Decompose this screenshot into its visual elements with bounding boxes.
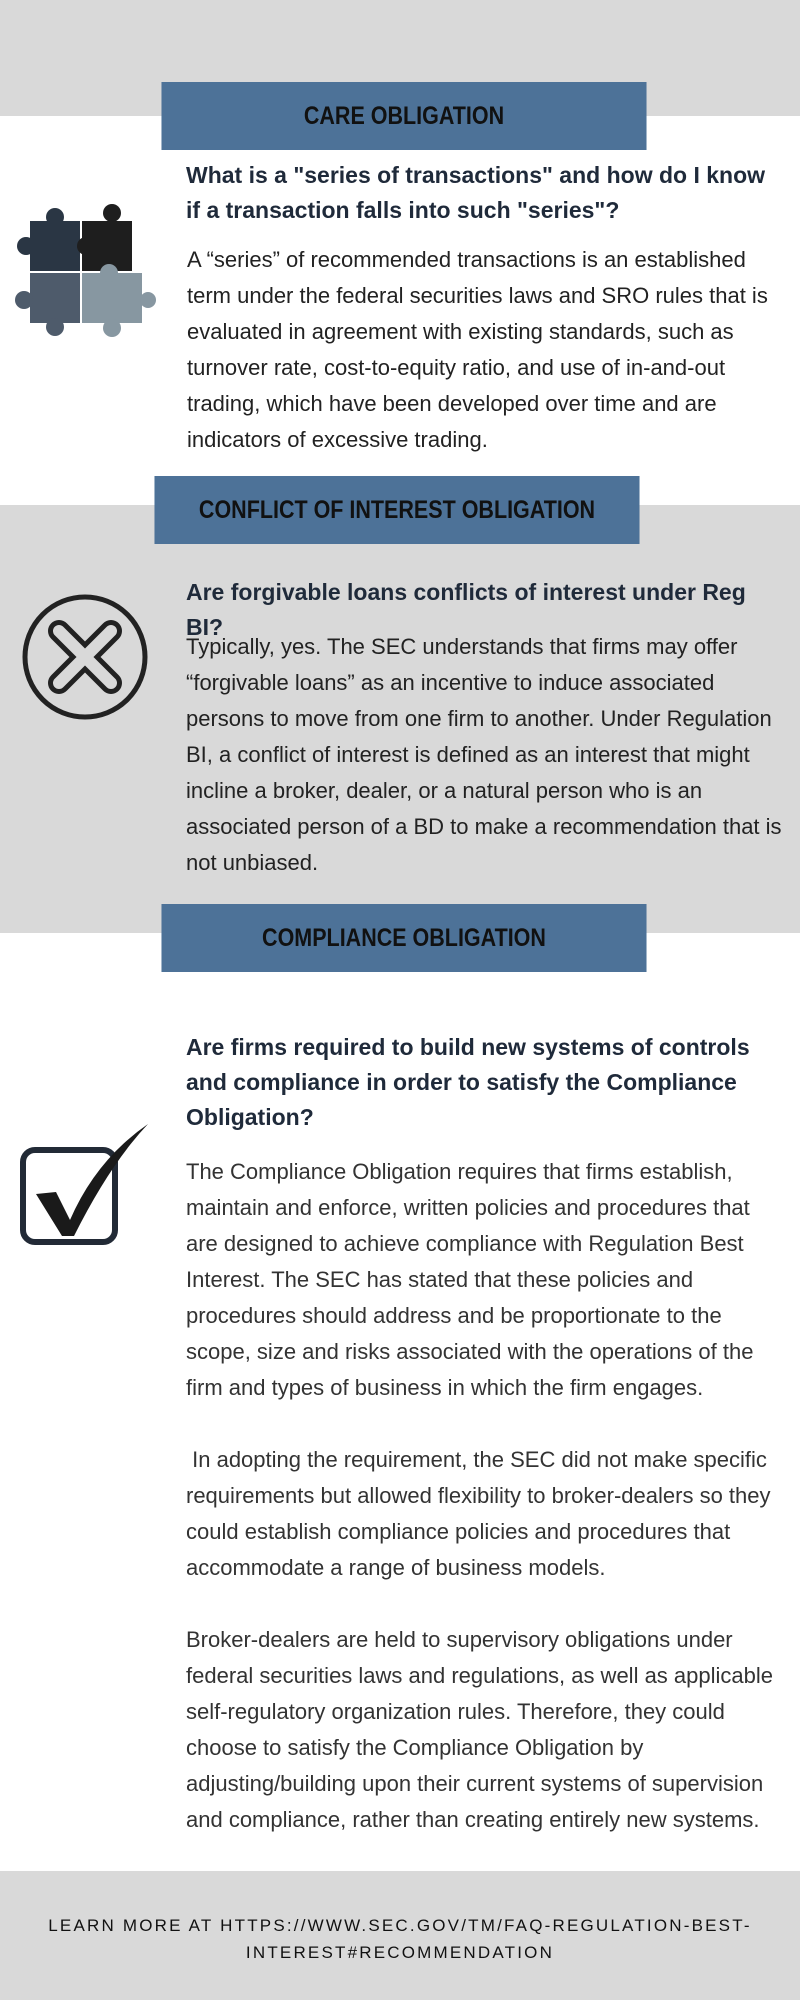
care-answer: A “series” of recommended transactions is an established term under the federal securities laws and SRO rules that is evaluated in agreement with existing standards, such as turnover rate, cost-to-equity ratio, and use of in-and-out trading, which have been developed over time and are indicators of excessive trading. (187, 247, 768, 452)
compliance-paragraph-2: In adopting the requirement, the SEC did not make specific requirements but allowed flexibility to broker-dealers so they could establish compliance policies and procedures that accommodate a range of business models. (186, 1447, 777, 1580)
compliance-paragraph-3: Broker-dealers are held to supervisory obligations under federal securities laws and regulations, as well as applicable self-regulatory organization rules. Therefore, they could choose to satisfy the Compliance Obligation by adjusting/building upon their current systems of supervision and compliance, rather than creating entirely new systems. (186, 1627, 773, 1832)
footer-learn-more-link[interactable]: LEARN MORE AT HTTPS://WWW.SEC.GOV/TM/FAQ-REGULATION-BEST-INTEREST#RECOMMENDATION (48, 1916, 752, 1962)
compliance-obligation-header (161, 904, 646, 972)
care-header-label: CARE OBLIGATION (303, 101, 505, 130)
conflict-answer: Typically, yes. The SEC understands that firms may offer “forgivable loans” as an incentive to induce associated persons to move from one firm to another. Under Regulation BI, a conflict of interest is defined as an interest that might incline a broker, dealer, or a natural person who is an associated person of a BD to make a recommendation that is not unbiased. (186, 634, 782, 875)
paragraph-spacer (186, 1406, 786, 1442)
compliance-question: Are firms required to build new systems of controls and compliance in order to satisfy the Compliance Obligation? (186, 1034, 750, 1130)
compliance-paragraph-1: The Compliance Obligation requires that firms establish, maintain and enforce, written policies and procedures that are designed to achieve compliance with Regulation Best Interest. The SEC has stated that these policies and procedures should address and be proportionate to the scope, size and risks associated with the operations of the firm and types of business in which the firm engages. (186, 1159, 754, 1400)
paragraph-spacer (186, 1586, 786, 1622)
care-obligation-header (161, 82, 646, 150)
conflict-obligation-header (154, 476, 639, 544)
conflict-question: Are forgivable loans conflicts of interest under Reg BI? (186, 579, 746, 640)
compliance-header-label: COMPLIANCE OBLIGATION (262, 923, 546, 952)
conflict-header-label: CONFLICT OF INTEREST OBLIGATION (198, 495, 596, 524)
x-circle-icon (18, 590, 152, 724)
compliance-answer (186, 1154, 786, 1838)
care-question: What is a "series of transactions" and how do I know if a transaction falls into such "series"? (186, 162, 766, 223)
checkbox-icon (18, 1120, 152, 1254)
puzzle-icon (12, 203, 156, 347)
